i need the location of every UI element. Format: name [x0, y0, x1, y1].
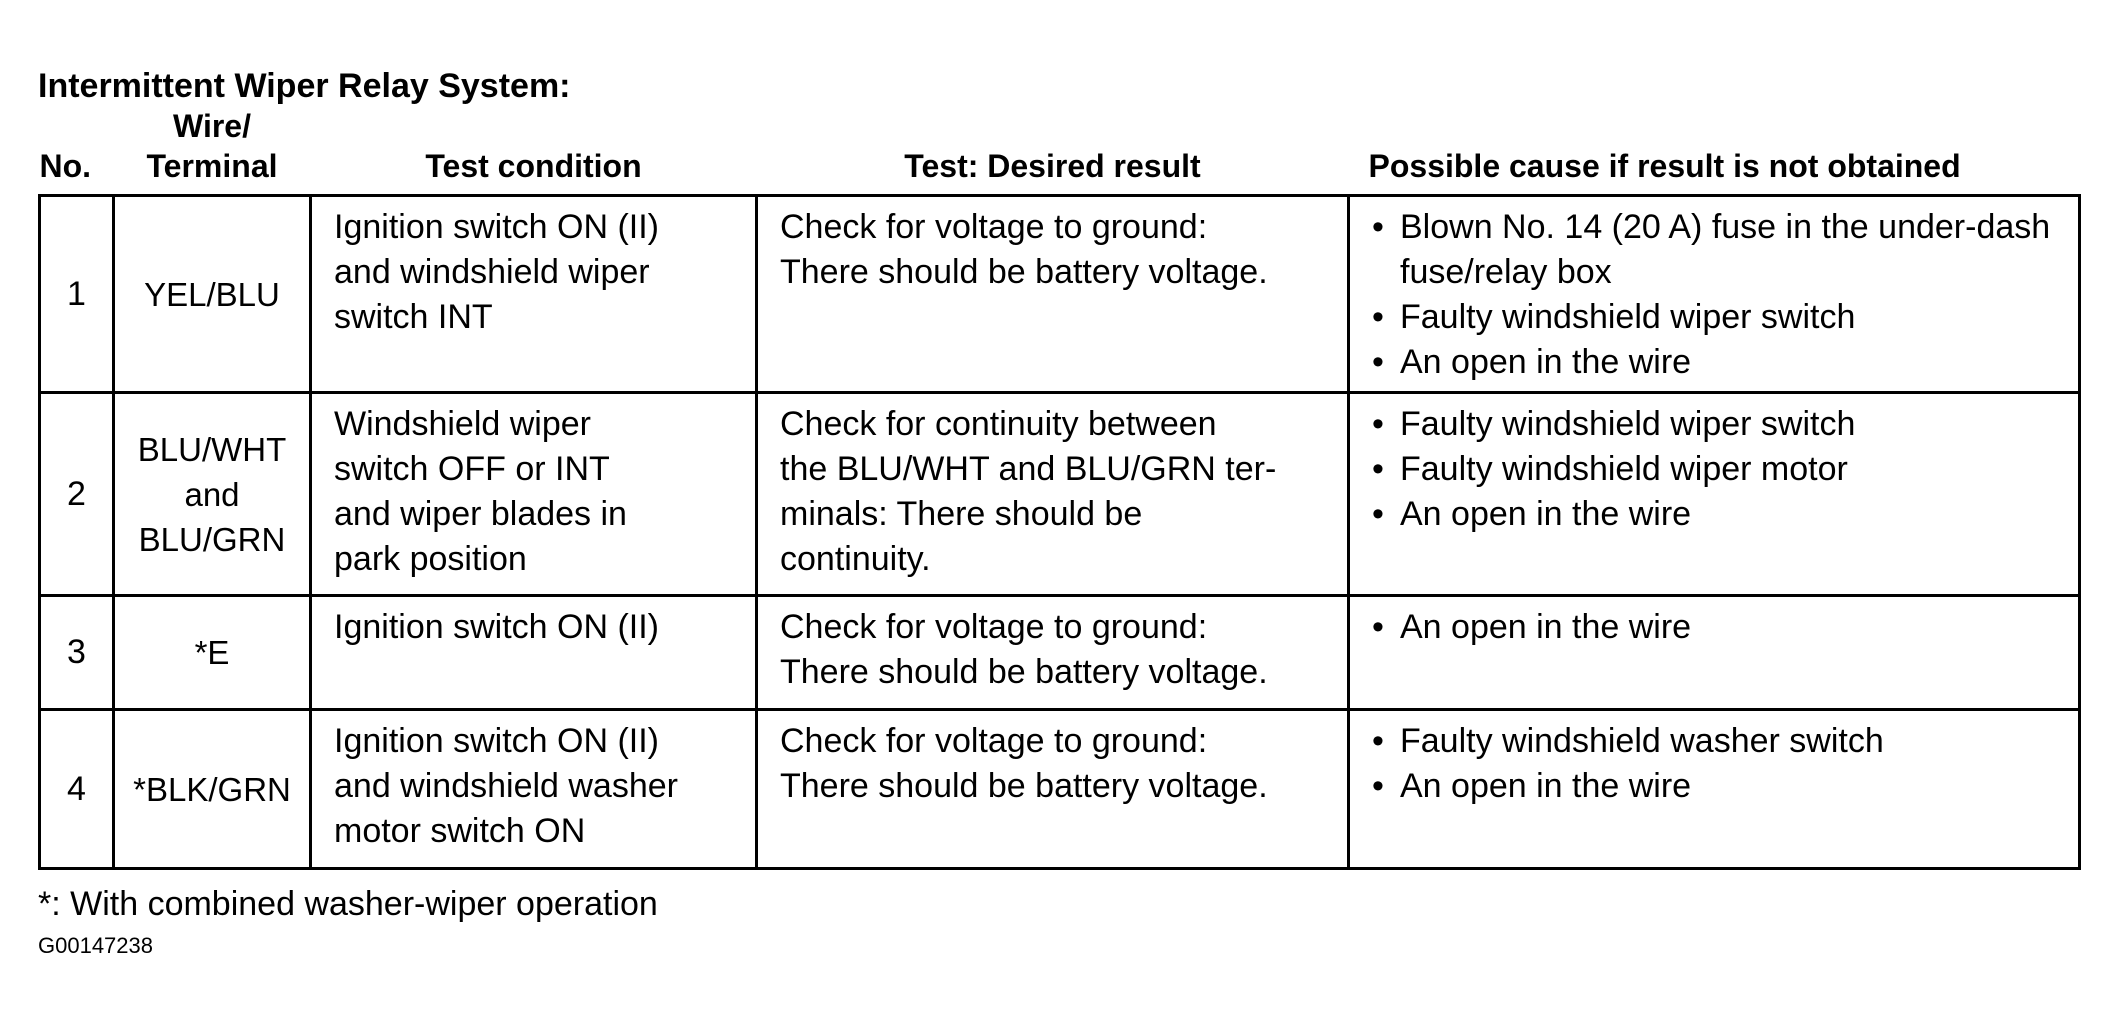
condition-line: park position	[334, 540, 527, 578]
possible-cause	[1349, 196, 2080, 393]
header-wire-terminal	[114, 106, 311, 196]
wire-terminal	[114, 393, 311, 596]
condition-line: Windshield wiper	[334, 405, 591, 443]
test-condition	[311, 196, 757, 393]
cause-item: • An open in the wire	[1372, 340, 2066, 385]
condition-line: Ignition switch ON (II)	[334, 608, 659, 646]
result-line: There should be battery voltage.	[780, 253, 1268, 291]
cause-item: • Blown No. 14 (20 A) fuse in the under-dash fuse/relay box	[1372, 205, 2066, 295]
result-line: Check for continuity between	[780, 405, 1217, 443]
result-line: There should be battery voltage.	[780, 767, 1268, 805]
header-wire-line1: Wire/	[173, 108, 251, 144]
row-number: 1	[40, 196, 114, 393]
possible-cause	[1349, 596, 2080, 710]
desired-result	[757, 710, 1349, 869]
header-no: No.	[39, 148, 92, 184]
wire-terminal	[114, 710, 311, 869]
wire-line: BLU/WHT	[137, 430, 287, 468]
wire-line: and	[184, 475, 240, 513]
cause-item: • An open in the wire	[1372, 764, 2066, 809]
result-line: Check for voltage to ground:	[780, 722, 1208, 760]
cause-list	[1372, 402, 2066, 537]
condition-line: and wiper blades in	[334, 495, 627, 533]
header-wire-line2: Terminal	[146, 148, 278, 184]
cause-list	[1372, 205, 2066, 385]
wire-line: *E	[194, 634, 230, 671]
condition-line: switch OFF or INT	[334, 450, 610, 488]
table-row	[40, 710, 2080, 869]
figure-code: G00147238	[38, 933, 153, 958]
condition-line: Ignition switch ON (II)	[334, 208, 659, 246]
condition-line: and windshield wiper	[334, 253, 650, 291]
desired-result	[757, 596, 1349, 710]
desired-result	[757, 393, 1349, 596]
table-row	[40, 196, 2080, 393]
condition-line: Ignition switch ON (II)	[334, 722, 659, 760]
condition-line: switch INT	[334, 298, 493, 336]
result-line: There should be battery voltage.	[780, 653, 1268, 691]
cause-item: • Faulty windshield wiper motor	[1372, 447, 2066, 492]
wire-line: *BLK/GRN	[133, 770, 291, 808]
row-number: 3	[40, 596, 114, 710]
table-title: Intermittent Wiper Relay System:	[38, 67, 571, 105]
cause-item: • Faulty windshield washer switch	[1372, 719, 2066, 764]
header-test-condition: Test condition	[425, 148, 642, 184]
possible-cause	[1349, 393, 2080, 596]
result-line: the BLU/WHT and BLU/GRN ter-	[780, 450, 1277, 488]
header-desired-result: Test: Desired result	[904, 148, 1201, 184]
cause-list	[1372, 605, 2066, 650]
footnote: *: With combined washer-wiper operation	[38, 885, 658, 923]
desired-result	[757, 196, 1349, 393]
header-row	[40, 106, 2080, 196]
cause-item: • Faulty windshield wiper switch	[1372, 402, 2066, 447]
row-number: 2	[40, 393, 114, 596]
condition-line: and windshield washer	[334, 767, 678, 805]
cause-item: • An open in the wire	[1372, 492, 2066, 537]
wire-terminal	[114, 196, 311, 393]
condition-line: motor switch ON	[334, 812, 586, 850]
result-line: continuity.	[780, 540, 931, 578]
test-condition	[311, 393, 757, 596]
result-line: minals: There should be	[780, 495, 1143, 533]
result-line: Check for voltage to ground:	[780, 208, 1208, 246]
wire-line: BLU/GRN	[138, 520, 286, 558]
wiper-relay-table	[38, 106, 2081, 870]
wire-line: YEL/BLU	[144, 275, 280, 313]
test-condition	[311, 596, 757, 710]
possible-cause	[1349, 710, 2080, 869]
document-sheet	[38, 66, 2078, 960]
table-row	[40, 393, 2080, 596]
test-condition	[311, 710, 757, 869]
row-number: 4	[40, 710, 114, 869]
result-line: Check for voltage to ground:	[780, 608, 1208, 646]
cause-item: • Faulty windshield wiper switch	[1372, 295, 2066, 340]
wire-terminal	[114, 596, 311, 710]
cause-list	[1372, 719, 2066, 809]
table-row	[40, 596, 2080, 710]
cause-item: • An open in the wire	[1372, 605, 2066, 650]
header-possible-cause: Possible cause if result is not obtained	[1368, 148, 1961, 184]
